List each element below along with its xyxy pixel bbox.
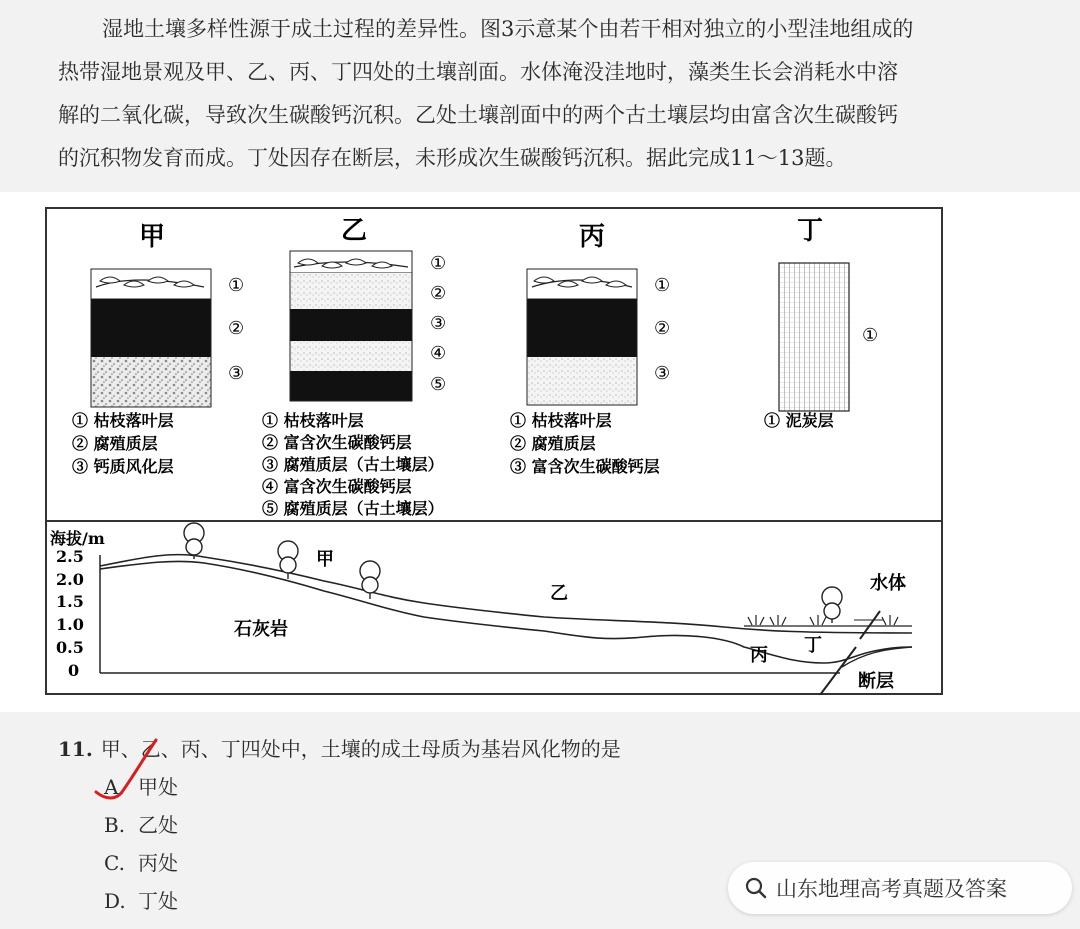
profile-bing-title: 丙 [578, 222, 606, 252]
section-label-water: 水体 [870, 573, 906, 594]
profile-bing-legend: ③ 富含次生碳酸钙层 [510, 457, 660, 476]
search-watermark[interactable] [728, 862, 1072, 914]
option-text: 丙处 [138, 851, 178, 875]
profile-jia-num: ① [228, 275, 245, 296]
section-tick: 0 [68, 661, 80, 680]
profile-yi-legend: ③ 腐殖质层（古土壤层） [262, 455, 444, 474]
profile-ding-num: ① [862, 325, 879, 346]
profile-jia-title: 甲 [138, 222, 166, 252]
profile-bing-legend: ① 枯枝落叶层 [510, 411, 612, 430]
section-axis-label: 海拔/m [50, 529, 105, 548]
profile-yi-legend: ① 枯枝落叶层 [262, 411, 364, 430]
option-letter: D. [104, 889, 126, 913]
question-stem [58, 730, 958, 768]
profile-yi-num: ③ [430, 313, 447, 334]
passage-line: 热带湿地景观及甲、乙、丙、丁四处的土壤剖面。水体淹没洼地时，藻类生长会消耗水中溶 [58, 60, 898, 84]
passage-line: 湿地土壤多样性源于成土过程的差异性。图3示意某个由若干相对独立的小型洼地组成的 [102, 17, 914, 41]
section-tick: 1.5 [56, 592, 84, 611]
option-b[interactable] [58, 806, 958, 844]
profile-bing-num: ① [654, 275, 671, 296]
profile-bing-num: ③ [654, 363, 671, 384]
passage [58, 8, 998, 180]
soil-figure [44, 207, 944, 695]
profile-jia-legend: ① 枯枝落叶层 [72, 411, 174, 430]
profile-yi-num: ④ [430, 343, 447, 364]
question-text: 甲、乙、丙、丁四处中，土壤的成土母质为基岩风化物的是 [100, 737, 621, 761]
section-label-bing: 丙 [750, 645, 768, 666]
section-tick: 1.0 [56, 615, 84, 634]
section-label-jia: 甲 [316, 549, 334, 570]
option-letter: A. [104, 775, 125, 799]
section-label-limestone: 石灰岩 [234, 619, 288, 640]
section-label-ding: 丁 [804, 635, 822, 656]
search-icon [744, 876, 768, 900]
option-letter: C. [104, 851, 125, 875]
profile-yi-num: ⑤ [430, 374, 447, 395]
profile-yi-legend: ⑤ 腐殖质层（古土壤层） [262, 499, 444, 518]
profile-jia-column [91, 269, 211, 407]
profile-jia-num: ③ [228, 363, 245, 384]
section-tick: 2.5 [56, 547, 84, 566]
soil-figure-svg [44, 207, 944, 695]
profile-yi-column [290, 251, 412, 401]
option-text: 丁处 [138, 889, 178, 913]
section-tick: 0.5 [56, 638, 84, 657]
profile-bing-num: ② [654, 318, 671, 339]
search-watermark-text: 山东地理高考真题及答案 [776, 877, 1007, 901]
answer-check-mark [92, 734, 172, 806]
passage-line: 解的二氧化碳，导致次生碳酸钙沉积。乙处土壤剖面中的两个古土壤层均由富含次生碳酸钙 [58, 103, 898, 127]
figure-area [0, 192, 1080, 712]
profile-ding-legend: ① 泥炭层 [764, 411, 834, 430]
option-text: 乙处 [138, 813, 178, 837]
profile-ding-column [779, 263, 849, 411]
question-number: 11. [58, 737, 93, 761]
profile-bing-legend: ② 腐殖质层 [510, 434, 596, 453]
passage-line: 的沉积物发育而成。丁处因存在断层，未形成次生碳酸钙沉积。据此完成11～13题。 [58, 146, 847, 170]
section-label-yi: 乙 [550, 583, 568, 604]
profile-yi-legend: ④ 富含次生碳酸钙层 [262, 477, 412, 496]
section-tick: 2.0 [56, 570, 84, 589]
profile-yi-legend: ② 富含次生碳酸钙层 [262, 433, 412, 452]
option-letter: B. [104, 813, 126, 837]
option-a[interactable] [58, 768, 958, 806]
profile-bing-column [527, 269, 637, 405]
profile-yi-num: ② [430, 283, 447, 304]
profile-jia-legend: ③ 钙质风化层 [72, 457, 174, 476]
section-label-fault: 断层 [858, 671, 894, 692]
option-text: 甲处 [138, 775, 178, 799]
profile-yi-num: ① [430, 253, 447, 274]
profile-jia-legend: ② 腐殖质层 [72, 434, 158, 453]
profile-yi-title: 乙 [340, 216, 368, 246]
profile-jia-num: ② [228, 318, 245, 339]
profile-ding-title: 丁 [796, 216, 824, 246]
